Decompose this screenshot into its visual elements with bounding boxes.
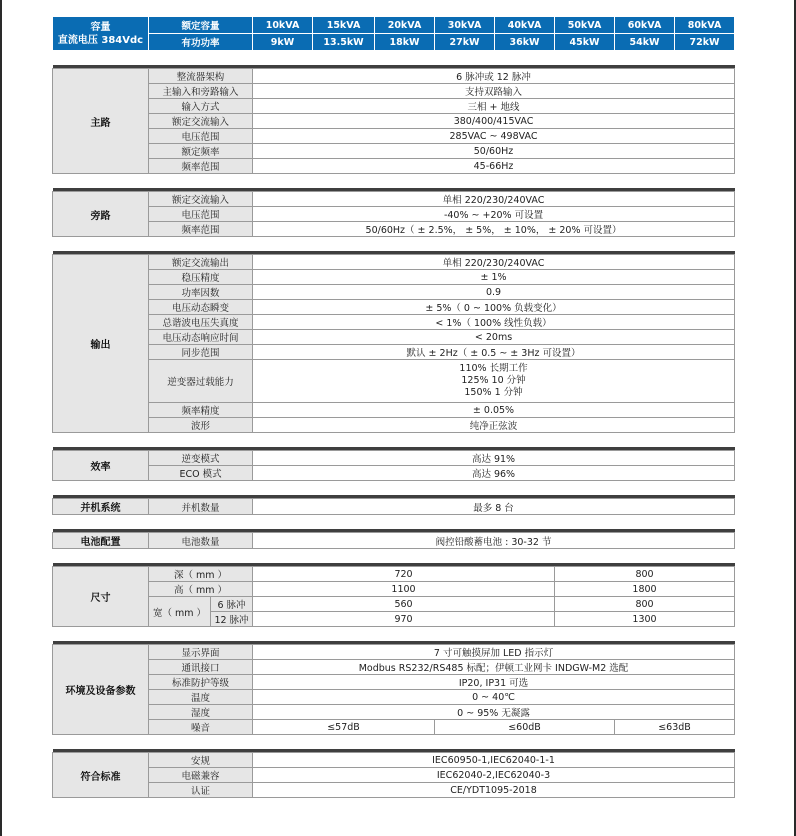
spec-row [53,300,735,315]
header-capacity-value: 30kVA [435,17,495,34]
spec-row [53,418,735,433]
row-label: 稳压精度 [149,270,253,285]
row-value: IP20, IP31 可选 [253,675,735,690]
spec-row [53,783,735,798]
spec-row [53,129,735,144]
row-value: ± 0.05% [253,403,735,418]
spec-row [53,567,735,582]
row-value: CE/YDT1095-2018 [253,783,735,798]
row-value: 1300 [555,612,735,627]
header-capacity-value: 80kVA [675,17,735,34]
row-value: 阀控铅酸蓄电池 : 30-32 节 [253,533,735,549]
header-row-power [53,34,735,51]
page-frame-left [0,0,2,836]
row-value: ± 5%（ 0 ~ 100% 负载变化） [253,300,735,315]
spacer-cell [53,237,735,252]
section-title: 旁路 [53,192,149,237]
spec-row [53,705,735,720]
spec-row [53,582,735,597]
section-title: 并机系统 [53,499,149,515]
row-value: 45-66Hz [253,159,735,174]
row-value: 800 [555,597,735,612]
header-power-value: 72kW [675,34,735,51]
row-value: 1100 [253,582,555,597]
spec-row [53,255,735,270]
row-value: < 1%（ 100% 线性负载） [253,315,735,330]
header-power-value: 54kW [615,34,675,51]
spec-row [53,451,735,466]
header-capacity-value: 40kVA [495,17,555,34]
section-title: 效率 [53,451,149,481]
section-title: 尺寸 [53,567,149,627]
spec-row [53,753,735,768]
row-label: 同步范围 [149,345,253,360]
spacer-cell [53,515,735,530]
section-spacer [53,515,735,530]
spec-table [52,16,735,798]
spec-row [53,192,735,207]
row-value: IEC62040-2,IEC62040-3 [253,768,735,783]
spacer-cell [53,433,735,448]
row-label: 波形 [149,418,253,433]
section-spacer [53,174,735,189]
row-value: 默认 ± 2Hz（ ± 0.5 ~ ± 3Hz 可设置） [253,345,735,360]
row-value: 三相 + 地线 [253,99,735,114]
row-value: 50/60Hz（ ± 2.5%， ± 5%， ± 10%， ± 20% 可设置） [253,222,735,237]
overload-line: 110% 长期工作 [459,363,528,374]
spec-row [53,159,735,174]
section-title: 符合标准 [53,753,149,798]
row-value: 970 [253,612,555,627]
spec-row [53,690,735,705]
row-label: 逆变器过载能力 [149,360,253,403]
row-label: 通讯接口 [149,660,253,675]
spec-row [53,466,735,481]
spec-row [53,84,735,99]
header-capacity-value: 15kVA [313,17,375,34]
spec-row [53,285,735,300]
spec-row [53,345,735,360]
spacer-cell [53,627,735,642]
row-value: 285VAC ~ 498VAC [253,129,735,144]
header-active-power-label: 有功功率 [149,34,253,51]
row-value: 6 脉冲或 12 脉冲 [253,69,735,84]
header-capacity-value: 10kVA [253,17,313,34]
spacer-cell [53,549,735,564]
row-value: 单相 220/230/240VAC [253,192,735,207]
row-label: 频率范围 [149,159,253,174]
spec-row [53,768,735,783]
row-label: 噪音 [149,720,253,735]
row-label: 电压动态瞬变 [149,300,253,315]
row-label: 电压范围 [149,207,253,222]
header-rated-capacity-label: 额定容量 [149,17,253,34]
row-value: ≤57dB [253,720,435,735]
header-power-value: 27kW [435,34,495,51]
row-label: 整流器架构 [149,69,253,84]
row-value: ± 1% [253,270,735,285]
row-label: 高（ mm ） [149,582,253,597]
overload-value [253,360,735,403]
row-label: 显示界面 [149,645,253,660]
spec-row [53,720,735,735]
row-label: 安规 [149,753,253,768]
row-value: < 20ms [253,330,735,345]
row-label: 电池数量 [149,533,253,549]
row-label: 温度 [149,690,253,705]
row-value: 最多 8 台 [253,499,735,515]
row-label: 频率范围 [149,222,253,237]
row-value: 50/60Hz [253,144,735,159]
overload-line: 150% 1 分钟 [464,387,523,398]
row-label: 12 脉冲 [211,612,253,627]
spec-row [53,330,735,345]
spacer-cell [53,481,735,496]
header-row-capacity [53,17,735,34]
spec-row [53,499,735,515]
row-value: ≤60dB [435,720,615,735]
section-title: 输出 [53,255,149,433]
row-value: Modbus RS232/RS485 标配；伊顿工业网卡 INDGW-M2 选配 [253,660,735,675]
row-value: 纯净正弦波 [253,418,735,433]
row-value: 高达 96% [253,466,735,481]
spacer-cell [53,174,735,189]
row-label: 逆变模式 [149,451,253,466]
row-label: ECO 模式 [149,466,253,481]
row-value: IEC60950-1,IEC62040-1-1 [253,753,735,768]
header-voltage-label: 直流电压 384Vdc [57,34,144,46]
row-value: 0 ~ 40℃ [253,690,735,705]
spec-row [53,533,735,549]
header-power-value: 18kW [375,34,435,51]
header-capacity-value: 60kVA [615,17,675,34]
row-label: 电压范围 [149,129,253,144]
row-label: 频率精度 [149,403,253,418]
row-label: 6 脉冲 [211,597,253,612]
row-value: 380/400/415VAC [253,114,735,129]
row-value: 高达 91% [253,451,735,466]
spec-row [53,403,735,418]
header-power-value: 36kW [495,34,555,51]
spec-table-body [53,17,735,798]
section-spacer [53,627,735,642]
row-value: 0 ~ 95% 无凝露 [253,705,735,720]
row-label: 电压动态响应时间 [149,330,253,345]
spec-row [53,315,735,330]
spec-row [53,69,735,84]
row-label: 额定频率 [149,144,253,159]
row-value: 800 [555,567,735,582]
row-label: 总谐波电压失真度 [149,315,253,330]
header-capacity-value: 50kVA [555,17,615,34]
section-title: 电池配置 [53,533,149,549]
section-spacer [53,237,735,252]
row-label: 认证 [149,783,253,798]
row-label: 并机数量 [149,499,253,515]
spec-row [53,360,735,403]
row-label: 湿度 [149,705,253,720]
spec-row [53,597,735,612]
row-value: 1800 [555,582,735,597]
row-label: 主输入和旁路输入 [149,84,253,99]
header-power-value: 13.5kW [313,34,375,51]
row-label: 电磁兼容 [149,768,253,783]
row-value: -40% ~ +20% 可设置 [253,207,735,222]
row-value: 560 [253,597,555,612]
header-capacity-cell [53,17,149,51]
row-label: 额定交流输出 [149,255,253,270]
spec-row [53,675,735,690]
spec-row [53,99,735,114]
section-title: 主路 [53,69,149,174]
row-label: 标准防护等级 [149,675,253,690]
row-value: 7 寸可触摸屏加 LED 指示灯 [253,645,735,660]
row-value: ≤63dB [615,720,735,735]
row-label: 额定交流输入 [149,114,253,129]
header-power-value: 9kW [253,34,313,51]
header-capacity-value: 20kVA [375,17,435,34]
row-label: 深（ mm ） [149,567,253,582]
row-value: 单相 220/230/240VAC [253,255,735,270]
section-spacer [53,51,735,66]
spacer-cell [53,735,735,750]
spec-row [53,144,735,159]
section-title: 环境及设备参数 [53,645,149,735]
section-spacer [53,549,735,564]
row-value: 0.9 [253,285,735,300]
row-label: 功率因数 [149,285,253,300]
spacer-cell [53,51,735,66]
spec-row [53,222,735,237]
spec-row [53,270,735,285]
spec-row [53,645,735,660]
spec-row [53,114,735,129]
header-power-value: 45kW [555,34,615,51]
section-spacer [53,433,735,448]
spec-row [53,660,735,675]
header-capacity-label: 容量 [90,21,111,33]
row-label: 额定交流输入 [149,192,253,207]
row-label: 输入方式 [149,99,253,114]
spec-row [53,207,735,222]
width-label: 宽（ mm ） [149,597,211,627]
section-spacer [53,481,735,496]
row-value: 支持双路输入 [253,84,735,99]
overload-line: 125% 10 分钟 [461,375,526,386]
section-spacer [53,735,735,750]
row-value: 720 [253,567,555,582]
